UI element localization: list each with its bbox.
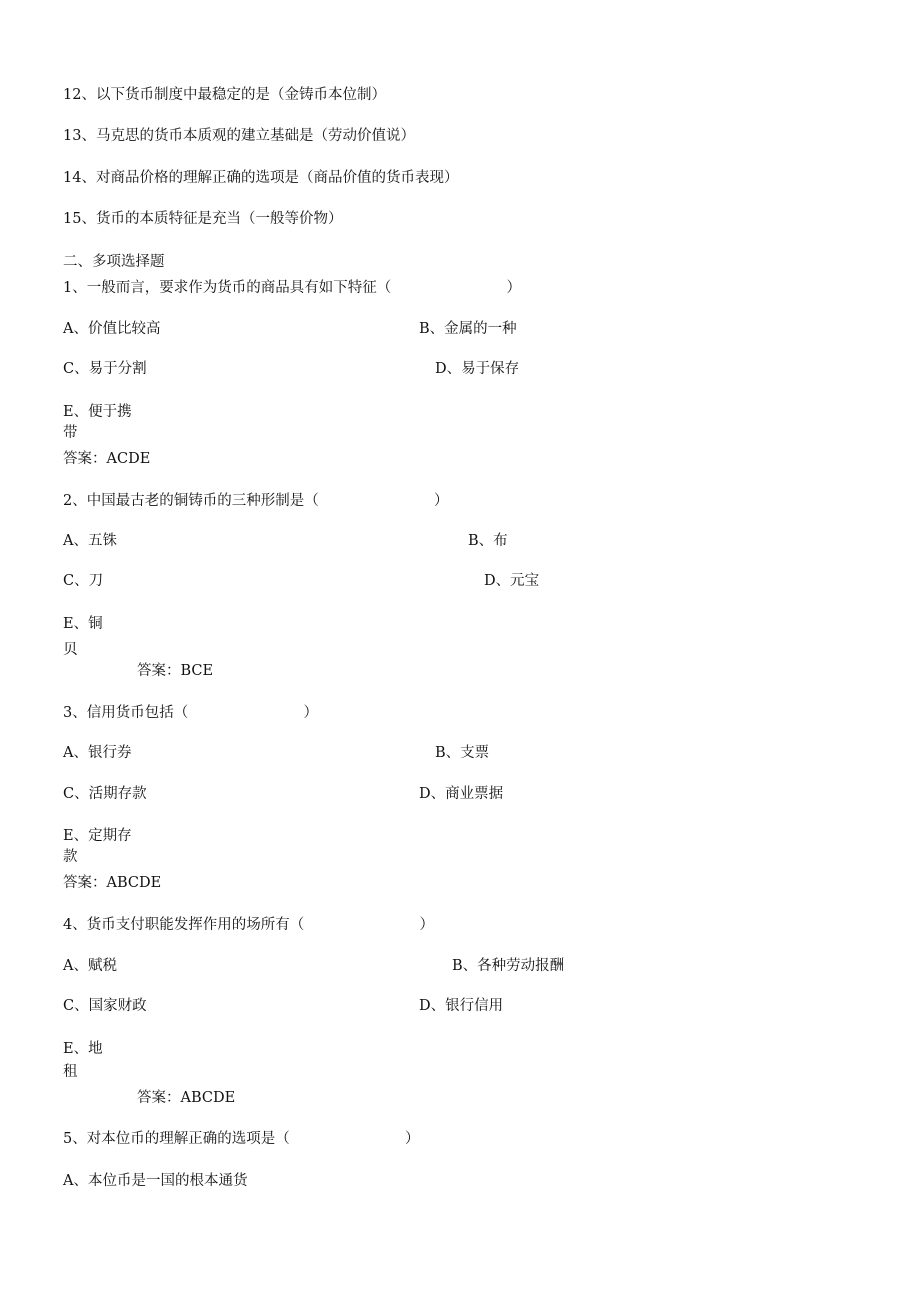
question-3-answer: 答案：ABCDE <box>63 875 162 891</box>
single-choice-line-14: 14、对商品价格的理解正确的选项是（商品价值的货币表现） <box>63 170 459 186</box>
question-3-option-c: C、活期存款 <box>63 786 147 802</box>
question-2-option-e-wrap: 贝 <box>63 642 78 658</box>
question-4-answer: 答案：ABCDE <box>137 1090 236 1106</box>
question-3-option-b: B、支票 <box>435 745 490 761</box>
single-choice-line-13: 13、马克思的货币本质观的建立基础是（劳动价值说） <box>63 128 415 144</box>
question-5-stem: 5、对本位币的理解正确的选项是（ ） <box>63 1131 420 1147</box>
question-1-answer: 答案：ACDE <box>63 451 151 467</box>
question-2-stem: 2、中国最古老的铜铸币的三种形制是（ ） <box>63 493 449 509</box>
question-2-answer: 答案：BCE <box>137 663 214 679</box>
question-4-option-e-wrap: 租 <box>63 1064 78 1080</box>
question-2-option-a: A、五铢 <box>63 533 117 549</box>
question-1-option-d: D、易于保存 <box>435 361 520 377</box>
question-3-option-e-wrap: 款 <box>63 849 78 865</box>
question-4-option-b: B、各种劳动报酬 <box>452 958 565 974</box>
question-1-option-a: A、价值比较高 <box>63 321 161 337</box>
question-2-option-b: B、布 <box>468 533 508 549</box>
single-choice-line-12: 12、以下货币制度中最稳定的是（金铸币本位制） <box>63 87 386 103</box>
question-1-option-e: E、便于携 <box>63 404 132 420</box>
question-4-stem: 4、货币支付职能发挥作用的场所有（ ） <box>63 917 434 933</box>
question-2-option-d: D、元宝 <box>484 573 540 589</box>
question-2-option-e: E、铜 <box>63 616 103 632</box>
question-1-stem: 1、一般而言，要求作为货币的商品具有如下特征（ ） <box>63 280 521 296</box>
question-3-stem: 3、信用货币包括（ ） <box>63 705 318 721</box>
section-title: 二、多项选择题 <box>63 254 165 270</box>
question-4-option-c: C、国家财政 <box>63 998 147 1014</box>
question-1-option-e-wrap: 带 <box>63 425 78 441</box>
question-3-option-a: A、银行券 <box>63 745 132 761</box>
question-1-option-c: C、易于分割 <box>63 361 147 377</box>
question-4-option-d: D、银行信用 <box>419 998 504 1014</box>
question-5-option-a: A、本位币是一国的根本通货 <box>63 1173 248 1189</box>
single-choice-line-15: 15、货币的本质特征是充当（一般等价物） <box>63 211 343 227</box>
question-1-option-b: B、金属的一种 <box>419 321 517 337</box>
question-2-option-c: C、刀 <box>63 573 104 589</box>
question-3-option-e: E、定期存 <box>63 828 132 844</box>
question-4-option-e: E、地 <box>63 1041 103 1057</box>
question-3-option-d: D、商业票据 <box>419 786 504 802</box>
question-4-option-a: A、赋税 <box>63 958 117 974</box>
